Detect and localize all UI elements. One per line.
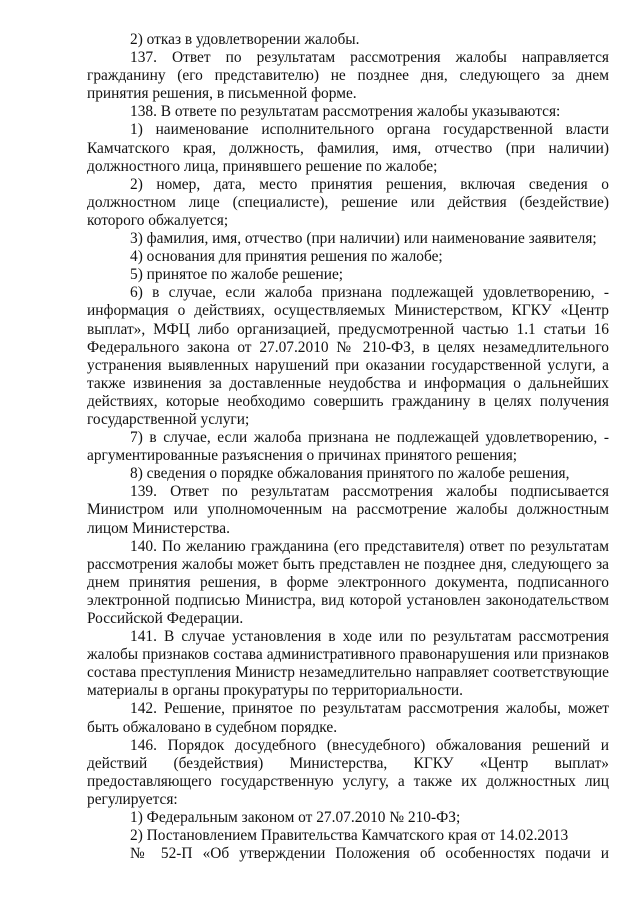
paragraph-refusal: 2) отказ в удовлетворении жалобы. <box>130 31 360 48</box>
paragraph-141: 141. В случае установления в ходе или по результатам рассмотрения жалобы признаков состава административного правонарушения или признаков состава преступления Министр незамедлительно направляет соответствующие материалы в органы прокуратуры по территориальности. <box>87 628 609 700</box>
list-item-8-appeal-procedure: 8) сведения о порядке обжалования принятого по жалобе решения, <box>130 465 570 483</box>
list-item-1-authority-name: 1) наименование исполнительного органа государственной власти Камчатского края, должность, фамилия, имя, отчество (при наличии) должностного лица, принявшего решение по жалобе; <box>87 121 609 175</box>
list-item-7-not-satisfied: 7) в случае, если жалоба признана не подлежащей удовлетворению, - аргументированные разъяснения о причинах принятого решения; <box>87 429 609 465</box>
list-item-3-applicant-name: 3) фамилия, имя, отчество (при наличии) или наименование заявителя; <box>130 230 597 248</box>
paragraph-146: 146. Порядок досудебного (внесудебного) обжалования решений и действий (бездействия) Министерства, КГКУ «Центр выплат» предоставляющего государственную услугу, а также их должностных лиц регулируется: <box>87 736 609 808</box>
list-item-4-grounds: 4) основания для принятия решения по жалобе; <box>130 248 443 266</box>
list-item-2-decision-number: 2) номер, дата, место принятия решения, включая сведения о должностном лице (специалисте), решение или действия (бездействие) которого обжалуется; <box>87 175 609 229</box>
list-item-6-satisfied: 6) в случае, если жалоба признана подлежащей удовлетворению, - информация о действиях, осуществляемых Министерством, КГКУ «Центр выплат», МФЦ либо организацией, предусмотренной частью 1.1 статьи 16 Федерального закона от 27.07.2010 № 210-ФЗ, в целях незамедлительного устранения выявленных нарушений при оказании государственной услуги, а также извинения за доставленные неудобства и информация о дальнейших действиях, которые необходимо совершить гражданину в целях получения государственной услуги; <box>87 284 609 428</box>
regulation-item-2-continued: № 52-П «Об утверждении Положения об особенностях подачи и <box>130 845 609 863</box>
regulation-item-1-federal-law: 1) Федеральным законом от 27.07.2010 № 210-ФЗ; <box>130 809 461 827</box>
paragraph-138: 138. В ответе по результатам рассмотрения жалобы указываются: <box>130 103 561 121</box>
document-body <box>87 31 609 863</box>
paragraph-140: 140. По желанию гражданина (его представителя) ответ по результатам рассмотрения жалобы может быть представлен не позднее дня, следующего за днем принятия решения, в форме электронного документа, подписанного электронной подписью Министра, вид которой установлен законодательством Российской Федерации. <box>87 537 609 627</box>
paragraph-137: 137. Ответ по результатам рассмотрения жалобы направляется гражданину (его представителю) не позднее дня, следующего за днем принятия решения, в письменной форме. <box>87 49 609 103</box>
regulation-item-2-resolution: 2) Постановлением Правительства Камчатского края от 14.02.2013 <box>130 827 569 845</box>
list-item-5-decision: 5) принятое по жалобе решение; <box>130 266 344 284</box>
paragraph-142: 142. Решение, принятое по результатам рассмотрения жалобы, может быть обжаловано в судебном порядке. <box>87 700 609 736</box>
paragraph-139: 139. Ответ по результатам рассмотрения жалобы подписывается Министром или уполномоченным на рассмотрение жалобы должностным лицом Министерства. <box>87 483 609 537</box>
